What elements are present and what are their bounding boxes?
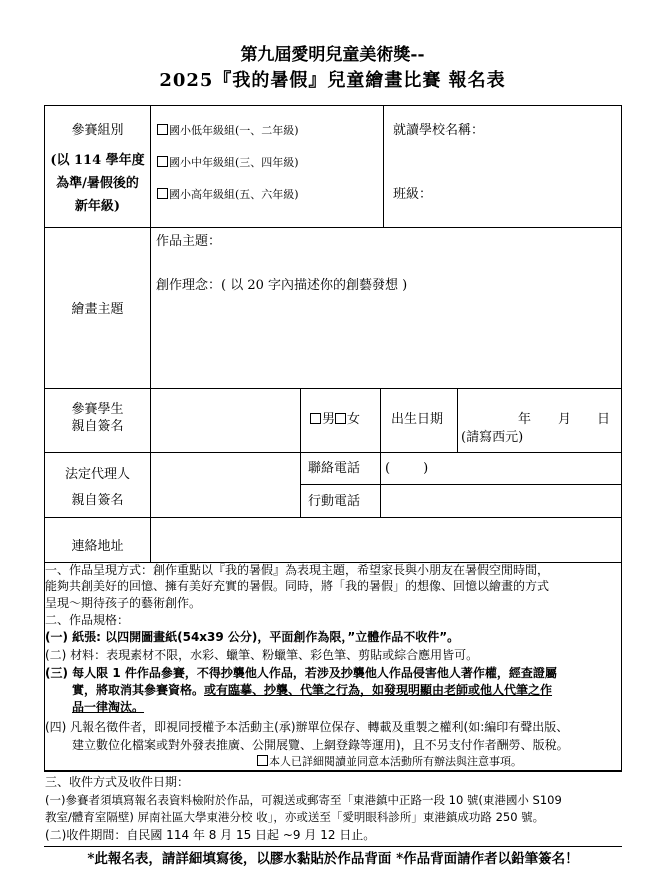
option-middle-grade[interactable]: 國小中年級組(三、四年級) bbox=[157, 154, 299, 171]
concept-label: 創作理念：( 以 20 字內描述你的創藝發想 ) bbox=[156, 278, 408, 293]
checkbox-icon bbox=[157, 188, 168, 199]
checkbox-icon bbox=[257, 755, 268, 766]
note-s2-rule: 實，將取消其參賽資格。或有臨摹、抄襲、代筆之行為，如發現明顯由老師或他人代筆之作 bbox=[72, 683, 553, 697]
form-title-line2: 2025『我的暑假』兒童繪畫比賽 報名表 bbox=[159, 70, 506, 91]
guardian-sign-label: 親自簽名 bbox=[71, 493, 124, 508]
note-s3-period: (二)收件期間：自民國 114 年 8 月 15 日起 ~9 月 12 日止。 bbox=[45, 828, 376, 842]
note-s2-authorization: 建立數位化檔案或對外發表推廣、公開展覽、上網登錄等運用)，且不另支付作者酬勞、版稅。 bbox=[72, 738, 569, 752]
form-title-line1: 第九屆愛明兒童美術獎-- bbox=[240, 45, 425, 65]
note-s2-material: (二) 材料：表現素材不限，水彩、蠟筆、粉蠟筆、彩色筆、剪貼或綜合應用皆可。 bbox=[45, 648, 479, 662]
note-s1: 一、作品呈現方式：創作重點以『我的暑假』為表現主題，希望家長與小朋友在暑假空閒時間， bbox=[45, 563, 550, 577]
year-label: 年 bbox=[518, 412, 532, 427]
row-divider bbox=[45, 517, 621, 518]
checkbox-icon bbox=[157, 124, 168, 135]
checkbox-icon bbox=[157, 156, 168, 167]
column-divider bbox=[380, 388, 381, 517]
checkbox-icon bbox=[335, 413, 346, 424]
mobile-label: 行動電話 bbox=[308, 494, 361, 509]
student-sign-label: 參賽學生 bbox=[71, 402, 124, 417]
note-s2-heading: 二、作品規格： bbox=[45, 613, 130, 627]
column-divider bbox=[383, 106, 384, 227]
column-divider bbox=[150, 106, 151, 562]
note-s2-rule: (三) 每人限 1 件作品參賽，不得抄襲他人作品，若涉及抄襲他人作品侵害他人著作權，經查證屬 bbox=[45, 666, 557, 680]
phone-field[interactable]: ( ) bbox=[385, 461, 429, 476]
row-divider bbox=[300, 484, 621, 485]
group-note: 為準/暑假後的 bbox=[56, 176, 139, 191]
row-divider bbox=[45, 227, 621, 228]
note-s3-delivery: 教室/體育室隔壁) 屏南社區大學東港分校 收」，亦或送至「愛明眼科診所」東港鎮成功路 250 號。 bbox=[45, 810, 545, 824]
female-label: 女 bbox=[347, 412, 361, 427]
group-note: 新年級) bbox=[74, 199, 121, 214]
class-label: 班級： bbox=[393, 187, 433, 202]
note-s1: 能夠共創美好的回憶、擁有美好充實的暑假。同時，將「我的暑假」的想像、回憶以繪畫的方式 bbox=[45, 579, 550, 593]
note-s1: 呈現～期待孩子的藝術創作。 bbox=[45, 596, 202, 610]
option-upper-grade[interactable]: 國小高年級組(五、六年級) bbox=[157, 186, 299, 203]
month-label: 月 bbox=[558, 412, 572, 427]
guardian-sign-label: 法定代理人 bbox=[64, 467, 130, 482]
row-divider bbox=[45, 452, 621, 453]
phone-label: 聯絡電話 bbox=[308, 461, 361, 476]
section-divider bbox=[44, 771, 622, 772]
option-lower-grade[interactable]: 國小低年級組(一、二年級) bbox=[157, 122, 299, 139]
agree-checkbox[interactable]: 本人已詳細閱讀並同意本活動所有辦法與注意事項。 bbox=[257, 754, 522, 769]
column-divider bbox=[300, 388, 301, 517]
note-s2-authorization: (四) 凡報名徵件者，即視同授權予本活動主(承)辦單位保存、轉載及重製之權利(如:編印有聲出版、 bbox=[45, 720, 569, 734]
note-s3-heading: 三、收件方式及收件日期： bbox=[45, 775, 190, 789]
school-name-label: 就讀學校名稱： bbox=[393, 123, 485, 138]
note-s2-paper: (一) 紙張: 以四開圖畫紙(54x39 公分)，平面創作為限，”立體作品不收件”。 bbox=[45, 630, 460, 644]
male-label: 男 bbox=[322, 412, 336, 427]
group-note: (以 114 學年度 bbox=[50, 153, 145, 168]
note-s2-rule: 品一律淘汰。 bbox=[72, 700, 145, 714]
birth-date-label: 出生日期 bbox=[391, 412, 444, 427]
checkbox-icon bbox=[310, 413, 321, 424]
footer-instruction: *此報名表，請詳細填寫後，以膠水黏貼於作品背面 *作品背面請作者以鉛筆簽名！ bbox=[44, 846, 622, 871]
gender-options[interactable] bbox=[310, 411, 360, 428]
day-label: 日 bbox=[597, 412, 611, 427]
row-divider bbox=[45, 388, 621, 389]
birth-date-note: (請寫西元) bbox=[461, 430, 524, 445]
column-divider bbox=[457, 388, 458, 452]
group-label: 參賽組別 bbox=[71, 123, 124, 138]
note-s3-delivery: (一)參賽者須填寫報名表資料檢附於作品，可親送或郵寄至「東港鎮中正路一段 10 號(東港國小 S109 bbox=[45, 793, 562, 807]
work-title-label: 作品主題： bbox=[156, 234, 222, 249]
student-sign-label: 親自簽名 bbox=[71, 419, 124, 434]
theme-label: 繪畫主題 bbox=[71, 302, 124, 317]
address-label: 連絡地址 bbox=[71, 539, 124, 554]
